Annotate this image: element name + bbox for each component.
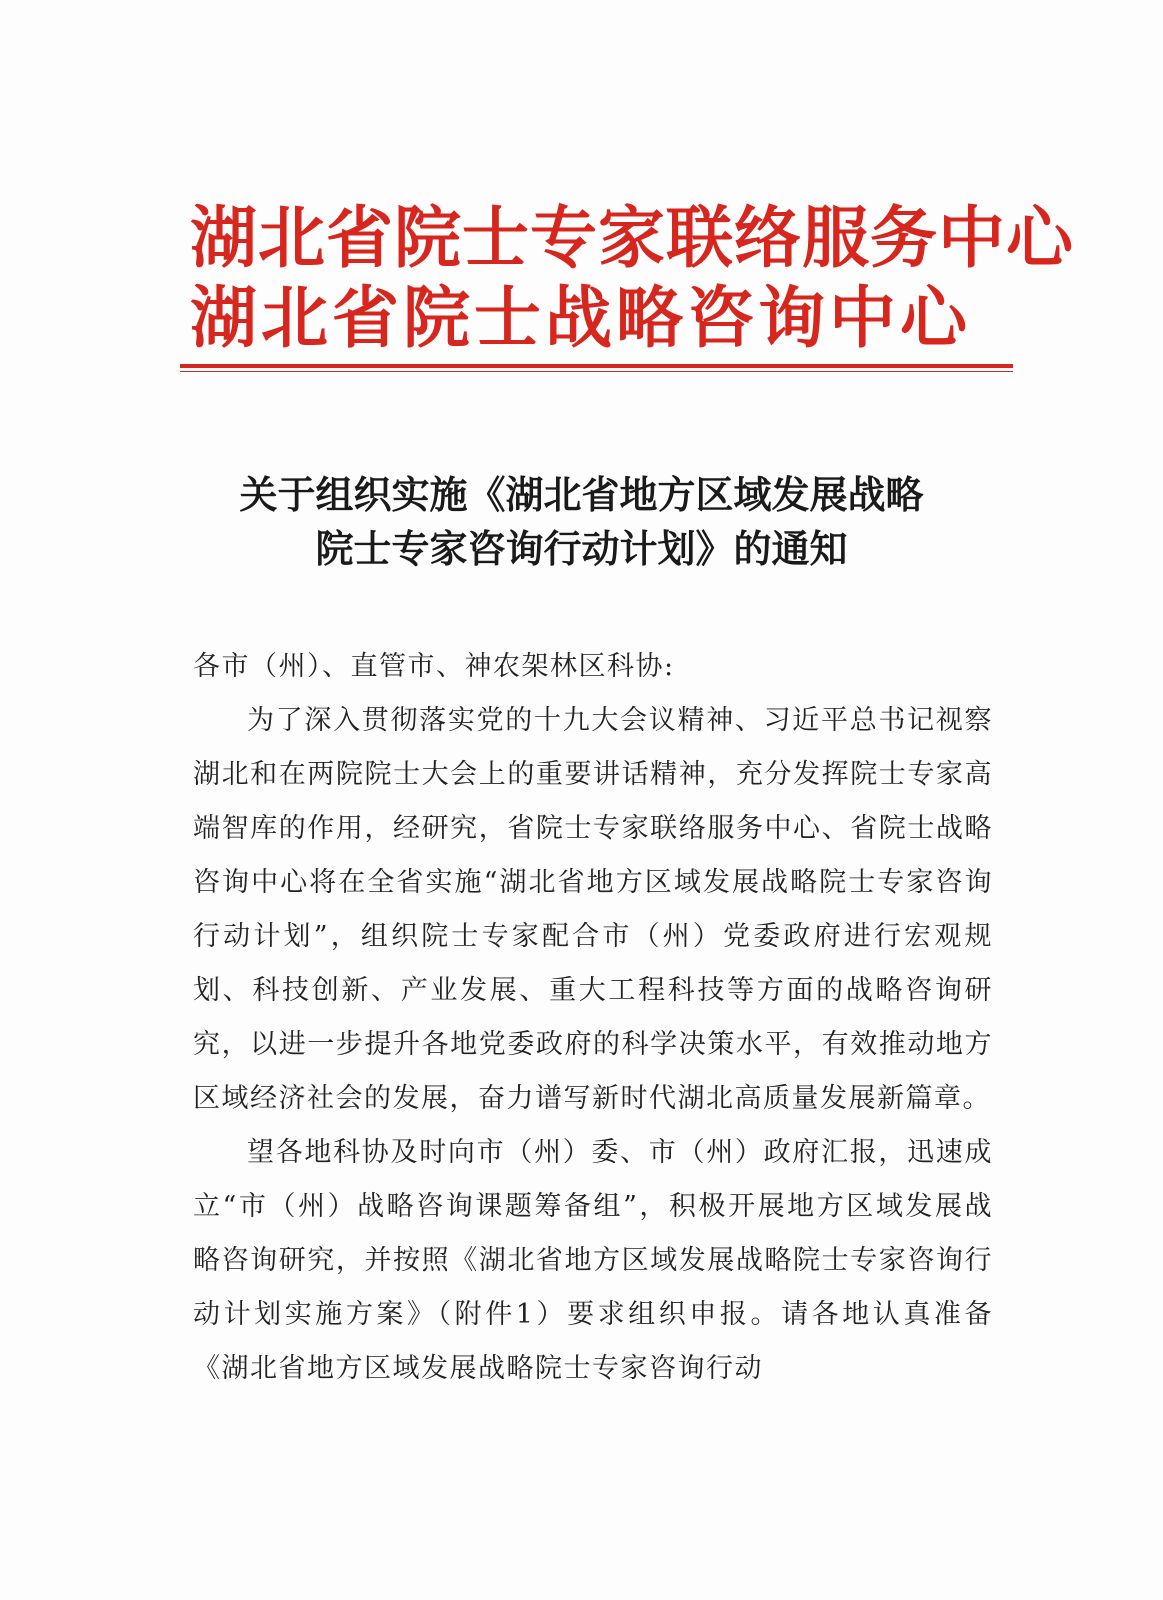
- paragraph-1: 为了深入贯彻落实党的十九大会议精神、习近平总书记视察湖北和在两院院士大会上的重要讲话精神，充分发挥院士专家高端智库的作用，经研究，省院士专家联络服务中心、省院士战略咨询中心将在全省实施“湖北省地方区域发展战略院士专家咨询行动计划”，组织院士专家配合市（州）党委政府进行宏观规划、科技创新、产业发展、重大工程科技等方面的战略咨询研究，以进一步提升各地党委政府的科学决策水平，有效推动地方区域经济社会的发展，奋力谱写新时代湖北高质量发展新篇章。: [193, 705, 993, 1114]
- title-line-1: 关于组织实施《湖北省地方区域发展战略: [239, 472, 924, 517]
- letterhead-divider-thin: [180, 371, 1013, 372]
- document-title: [150, 468, 1013, 576]
- letterhead-line-1: 湖北省院士专家联络服务中心: [190, 198, 1074, 277]
- salutation: 各市（州）、直管市、神农架林区科协:: [193, 651, 675, 682]
- letterhead-divider-thick: [180, 364, 1013, 368]
- paragraph-2: 望各地科协及时向市（州）委、市（州）政府汇报，迅速成立“市（州）战略咨询课题筹备组”，积极开展地方区域发展战略咨询研究，并按照《湖北省地方区域发展战略院士专家咨询行动计划实施方案》（附件1）要求组织申报。请各地认真准备《湖北省地方区域发展战略院士专家咨询行动: [193, 1137, 993, 1384]
- letterhead: [190, 198, 1074, 358]
- document-body: [193, 640, 993, 1396]
- letterhead-line-2: 湖北省院士战略咨询中心: [190, 278, 971, 357]
- title-line-2: 院士专家咨询行动计划》的通知: [315, 526, 848, 571]
